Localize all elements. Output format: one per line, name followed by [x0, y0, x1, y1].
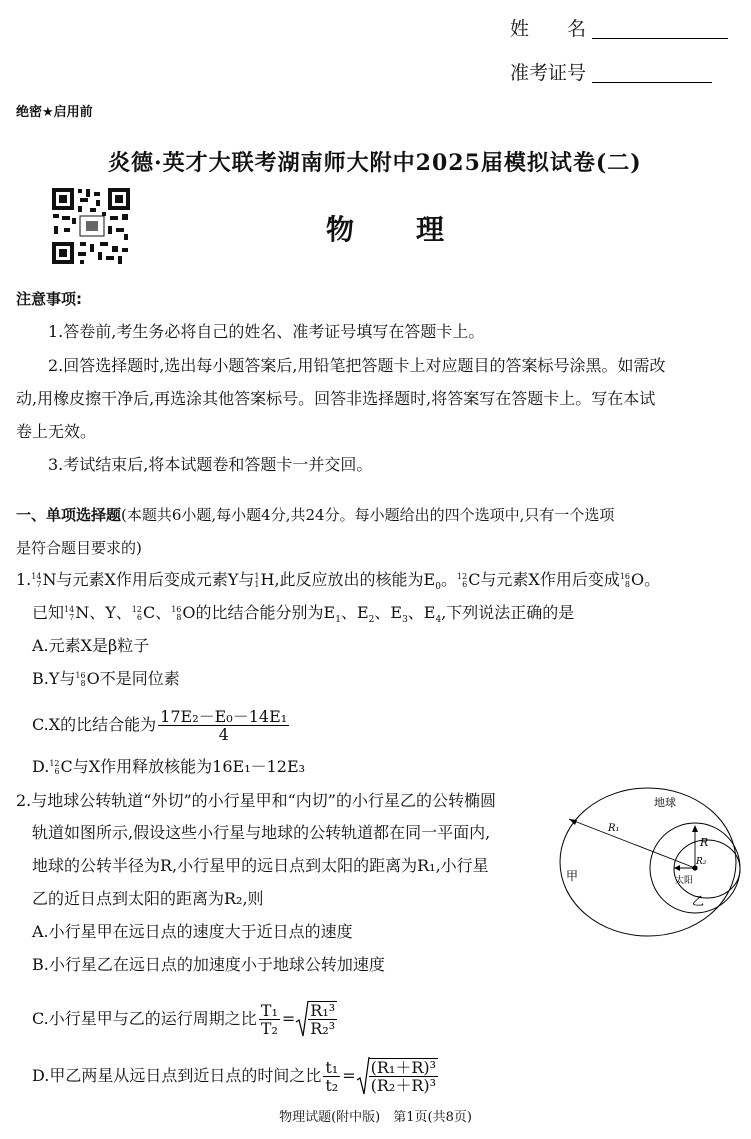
isotope-c: 12 6 [457, 571, 468, 589]
note-item-2-cont: 动,用橡皮擦干净后,再选涂其他答案标号。回答非选择题时,将答案写在答题卡上。写在本试 [16, 389, 656, 408]
q2-line3: 地球的公转半径为R,小行星甲的远日点到太阳的距离为R₁,小行星 [32, 856, 489, 875]
secret-mark: 绝密★启用前 [16, 105, 93, 120]
q2-option-a: A.小行星甲在远日点的速度大于近日点的速度 [32, 922, 353, 941]
q1-option-c-fraction: $\frac{\text{17E₂－E₀－14E₁}}{4}$ [160, 707, 288, 744]
q2-option-d: D.甲乙两星从远日点到近日点的时间之比 $\frac{\text{t₁}}{\text{t₂}}$ = $\frac{\text{(R₁＋R)³}}{\text{(R₂＋R)³}}$ [32, 1054, 440, 1098]
label-sun: 太阳 [675, 876, 694, 886]
q2-c-sqrt: $\frac{\text{R₁³}}{\text{R₂³}}$ [295, 1000, 339, 1038]
label-earth: 地球 [654, 796, 676, 809]
name-field [510, 18, 728, 39]
id-field [510, 62, 712, 83]
q2-option-b: B.小行星乙在远日点的加速度小于地球公转加速度 [32, 955, 385, 974]
q2-line4: 乙的近日点到太阳的距离为R₂,则 [32, 889, 264, 908]
id-label: 准考证号 [510, 62, 587, 84]
note-item-3: 3.考试结束后,将本试题卷和答题卡一并交回。 [48, 455, 373, 474]
isotope-n: 14 7 [31, 571, 42, 589]
sqrt-sign-icon [295, 1000, 309, 1038]
section-title: 一、单项选择题 [16, 506, 122, 524]
notes-heading: 注意事项: [16, 290, 82, 308]
q1-option-b: B.Y与 16 8 O不是同位素 [32, 669, 180, 688]
q1-option-a: A.元素X是β粒子 [32, 636, 150, 655]
note-item-1: 1.答卷前,考生务必将自己的姓名、准考证号填写在答题卡上。 [48, 322, 485, 341]
q1-line2: 已知 14 7 N、Y、 12 6 C、 16 8 O的比结合能分别为$E_1$、$E_2$、$E_3$、$E_4$,下列说法正确的是 [32, 603, 575, 626]
q2-c-fraction: $\frac{\text{T₁}}{\text{T₂}}$ [260, 1000, 278, 1038]
label-r: R [700, 836, 709, 849]
note-item-2-end: 卷上无效。 [16, 422, 97, 441]
q1-number: 1. [16, 570, 32, 589]
name-label: 姓 名 [510, 18, 587, 40]
label-r2: R₂ [696, 857, 707, 867]
q1-option-c: C.X的比结合能为 $\frac{\text{17E₂－E₀－14E₁}}{4}$ [32, 707, 288, 744]
label-yi: 乙 [692, 894, 705, 908]
q2-line2: 轨道如图所示,假设这些小行星与地球的公转轨道都在同一平面内, [32, 823, 491, 842]
isotope-o: 16 8 [619, 571, 631, 589]
label-r1: R₁ [608, 823, 620, 834]
note-item-2: 2.回答选择题时,选出每小题答案后,用铅笔把答题卡上对应题目的答案标号涂黑。如需改 [48, 356, 666, 375]
q2-number: 2. [16, 791, 32, 810]
qr-code-icon [50, 186, 132, 266]
q2-option-c: C.小行星甲与乙的运行周期之比 $\frac{\text{T₁}}{\text{T₂}}$ = $\frac{\text{R₁³}}{\text{R₂³}}$ [32, 999, 339, 1039]
q1-line1: 1. 14 7 N与元素X作用后变成元素Y与 1 1 H,此反应放出的核能为$E_0$。 12 6 C与元素X作用后变成 16 8 O。 [16, 570, 661, 593]
name-blank [592, 18, 728, 39]
exam-title: 炎德·英才大联考湖南师大附中2025届模拟试卷(二) [108, 150, 642, 176]
section-heading [16, 505, 614, 525]
section-desc: (本题共6小题,每小题4分,共24分。每小题给出的四个选项中,只有一个选项 [121, 506, 615, 524]
page-footer: 物理试题(附中版) 第1页(共8页) [279, 1110, 472, 1125]
label-jia: 甲 [566, 869, 579, 883]
r1-line [569, 819, 695, 868]
q1-option-d: D. 12 6 C与X作用释放核能为16E₁－12E₃ [32, 757, 306, 776]
orbit-diagram [556, 782, 746, 942]
section-desc-cont: 是符合题目要求的) [16, 539, 142, 557]
q2-d-sqrt: $\frac{\text{(R₁＋R)³}}{\text{(R₂＋R)³}}$ [356, 1056, 440, 1096]
q2-line1: 2.与地球公转轨道“外切”的小行星甲和“内切”的小行星乙的公转椭圆 [16, 791, 496, 810]
sqrt-sign-icon [356, 1056, 370, 1096]
q2-d-fraction: $\frac{\text{t₁}}{\text{t₂}}$ [325, 1057, 339, 1095]
id-blank [592, 62, 712, 83]
isotope-h: 1 1 [254, 571, 260, 589]
subject-title: 物 理 [326, 213, 447, 246]
asteroid-jia-orbit [560, 788, 736, 936]
